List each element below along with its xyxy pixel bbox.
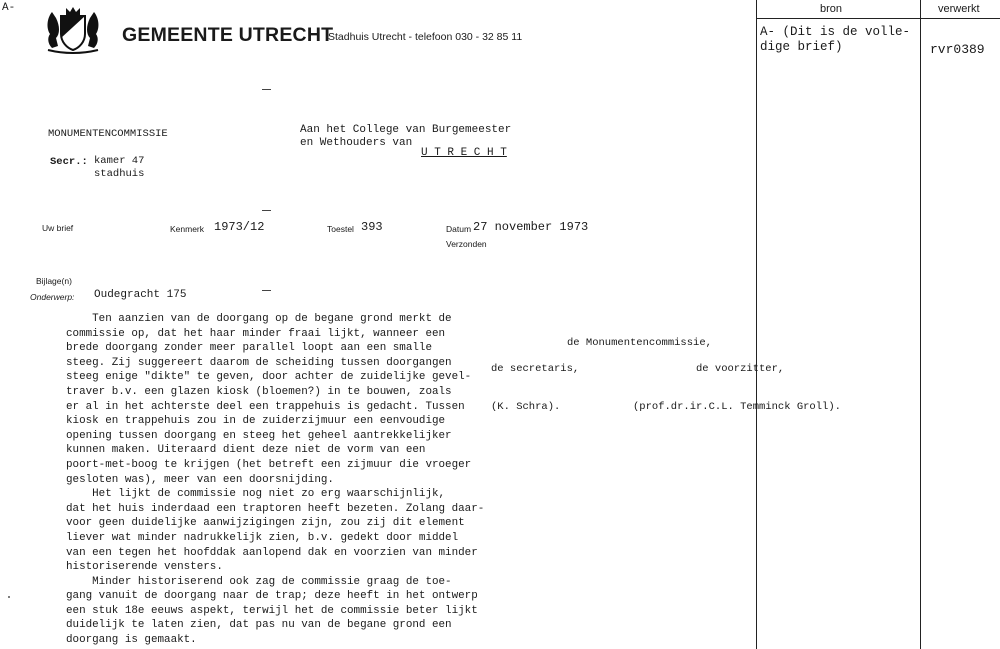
signature-commission: de Monumentencommissie, xyxy=(567,337,712,349)
col-verwerkt-header: verwerkt xyxy=(938,3,980,15)
col-bron-header: bron xyxy=(820,3,843,15)
signature-secretary-name: (K. Schra). xyxy=(491,401,561,413)
body-line: Minder historiserend ook zag de commissie graag de toe- xyxy=(66,575,452,588)
fold-mark xyxy=(262,89,271,90)
toestel-value: 393 xyxy=(361,220,383,234)
verzonden-label: Verzonden xyxy=(446,239,487,249)
body-line: brede doorgang zonder meer parallel loopt aan een smalle xyxy=(66,342,432,355)
body-line: opening tussen doorgang en steeg het geheel aantrekkelijker xyxy=(66,429,452,442)
sender-secr-line1: kamer 47 xyxy=(94,155,145,167)
fold-mark xyxy=(262,290,271,291)
sender-secr-line2: stadhuis xyxy=(94,168,145,180)
body-line: kiosk en trappehuis zou in de zuiderzijmuur een eenvoudige xyxy=(66,415,446,428)
body-line: gang vanuit de doorgang naar de trap; deze heeft in het ontwerp xyxy=(66,590,478,603)
body-line: dat het huis inderdaad een traptoren heeft bezeten. Zolang daar- xyxy=(66,502,485,515)
body-line: historiserende vensters. xyxy=(66,561,223,574)
body-line: traver b.v. een glazen kiosk (bloemen?) in te bouwen, zoals xyxy=(66,385,452,398)
body-line: poort-met-boog te krijgen (het betreft een zijmuur die vroeger xyxy=(66,458,472,471)
body-line: er al in het achterste deel een trappehuis is gedacht. Tussen xyxy=(66,400,465,413)
kenmerk-value: 1973/12 xyxy=(214,220,265,234)
sender-name: MONUMENTENCOMMISSIE xyxy=(48,128,168,140)
panel-left-border xyxy=(756,0,757,649)
body-line: gesloten was), meer van een doorsnijding. xyxy=(66,473,334,486)
corner-mark: A- xyxy=(2,2,16,14)
body-line: van een tegen het hoofddak aanlopend dak en voorzien van minder xyxy=(66,546,478,559)
letterhead-org: GEMEENTE UTRECHT xyxy=(122,24,334,46)
datum-label: Datum xyxy=(446,224,472,234)
body-line: kunnen maken. Uiteraard dient deze niet de vorm van een xyxy=(66,444,426,457)
body-line: doorgang is gemaakt. xyxy=(66,634,197,647)
coat-of-arms-logo xyxy=(44,4,102,54)
fold-mark xyxy=(262,210,271,211)
bron-note-line1: A- (Dit is de volle- xyxy=(760,25,911,39)
sender-secr-label: Secr.: xyxy=(50,156,88,168)
body-line: steeg enige "dikte" te geven, door achter de zuidelijke gevel- xyxy=(66,371,472,384)
letterhead-address: Stadhuis Utrecht - telefoon 030 - 32 85 11 xyxy=(328,31,523,43)
bijlage-label: Bijlage(n) xyxy=(36,276,72,286)
panel-divider xyxy=(920,0,921,649)
datum-value: 27 november 1973 xyxy=(473,220,589,234)
recipient-line1: Aan het College van Burgemeester xyxy=(300,124,512,136)
verwerkt-code: rvr0389 xyxy=(930,42,985,57)
onderwerp-value: Oudegracht 175 xyxy=(94,289,187,301)
letter-body xyxy=(66,312,485,648)
bron-note-line2: dige brief) xyxy=(760,40,843,54)
body-line: voor geen duidelijke aanwijzigingen zijn, zou zij dit element xyxy=(66,517,465,530)
kenmerk-label: Kenmerk xyxy=(170,224,205,234)
body-line: steeg. Zij suggereert daarom de scheiding tussen doorgangen xyxy=(66,356,452,369)
signature-chair-name: (prof.dr.ir.C.L. Temminck Groll). xyxy=(633,401,841,413)
signature-chair-title: de voorzitter, xyxy=(696,363,785,375)
body-line: een stuk 18e eeuws aspekt, terwijl het de commissie beter lijkt xyxy=(66,604,478,617)
recipient-city: U T R E C H T xyxy=(421,147,507,159)
speck xyxy=(8,596,10,598)
body-line: liever wat minder nadrukkelijk zien, b.v. gedekt door middel xyxy=(66,531,459,544)
body-line: duidelijk te laten zien, dat pas nu van de begane grond een xyxy=(66,619,452,632)
toestel-label: Toestel xyxy=(327,224,354,234)
body-line: Het lijkt de commissie nog niet zo erg waarschijnlijk, xyxy=(66,488,446,501)
body-line: commissie op, dat het haar minder fraai lijkt, wanneer een xyxy=(66,327,446,340)
recipient-line2: en Wethouders van xyxy=(300,137,413,149)
signature-secretary-title: de secretaris, xyxy=(491,363,580,375)
uw-brief-label: Uw brief xyxy=(42,223,74,233)
panel-header-line xyxy=(756,18,1000,19)
onderwerp-label: Onderwerp: xyxy=(30,292,75,302)
body-line: Ten aanzien van de doorgang op de begane grond merkt de xyxy=(66,313,452,325)
